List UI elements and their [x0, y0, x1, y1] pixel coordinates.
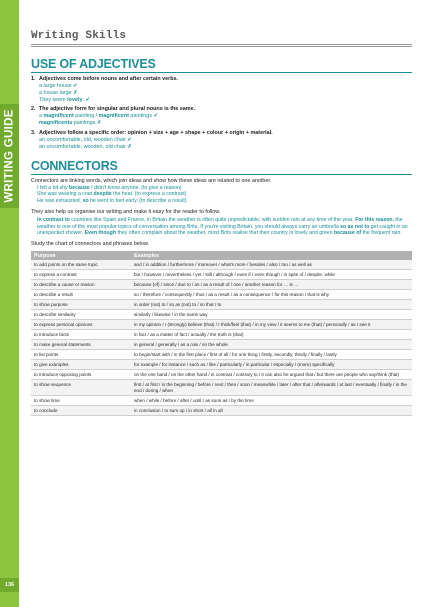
rule-number: 1.	[31, 75, 36, 82]
purpose-cell: to add points on the same topic	[31, 260, 131, 270]
examples-cell: in my opinion / I (strongly) believe (that) / I think/feel (that) / in my view / it seems to me (that) / personally / as I see it	[131, 320, 412, 330]
purpose-cell: to describe similarity	[31, 310, 131, 320]
emphasis: so	[82, 198, 89, 205]
table-row	[31, 290, 412, 300]
table-row	[31, 270, 412, 280]
emphasis: In contrast to	[37, 216, 70, 223]
examples-cell: first / at first / in the beginning / before / next / then / soon / meanwhile / later / after that / afterwards / at last / eventually / finally / in the end / during / when	[131, 380, 412, 396]
emphasis: magnificent	[98, 113, 129, 119]
purpose-cell: to express personal opinions	[31, 320, 131, 330]
column-header-examples: Examples	[131, 251, 412, 260]
page-content	[31, 30, 412, 416]
check-icon: ✔	[73, 82, 78, 89]
rule-text	[39, 130, 273, 137]
connectors-intro-2: They also help us organise our writing and make it easy for the reader to follow.	[31, 208, 221, 215]
purpose-cell: to show time	[31, 396, 131, 406]
side-bar	[0, 0, 19, 607]
example-text: I felt a bit shy	[37, 184, 70, 191]
page-header: Writing Skills	[31, 30, 412, 47]
example	[31, 83, 412, 90]
table-row	[31, 380, 412, 396]
study-instruction: Study the chart of connectors and phrases below.	[31, 241, 150, 248]
example-text: .	[82, 96, 84, 103]
emphasis: because of	[334, 230, 362, 237]
examples-cell: for example / for instance / such as / like / particularly / in particular / especially / (more) specifically	[131, 360, 412, 370]
examples-cell: similarly / likewise / in the same way	[131, 310, 412, 320]
table-header-row	[31, 251, 412, 260]
table-row	[31, 280, 412, 290]
example-text: a	[39, 113, 44, 119]
table-row	[31, 320, 412, 330]
table-row	[31, 340, 412, 350]
connector-example	[31, 198, 412, 205]
passage-text: get caught in an unexpected shower.	[37, 223, 408, 237]
table-row	[31, 310, 412, 320]
emphasis: magnificents	[39, 120, 73, 126]
examples-cell: and / in addition / furthermore / moreover / what's more / besides / also / too / as well as	[131, 260, 412, 270]
examples-cell: on the one hand / on the other hand / in contrast / contrary to / it can also be argued that / but there are people who say/think (that)	[131, 370, 412, 380]
check-icon: ✔	[127, 136, 132, 143]
table-row	[31, 406, 412, 416]
example	[31, 113, 412, 120]
table-row	[31, 370, 412, 380]
check-icon: ✔	[85, 96, 90, 103]
example	[31, 120, 412, 127]
example-text: the heat. (to express a contrast)	[111, 191, 187, 198]
rule-1	[31, 76, 412, 83]
example-text: he went to bed early. (to describe a result)	[88, 198, 187, 205]
check-icon: ✔	[153, 113, 159, 119]
emphasis: For this reason	[355, 216, 393, 223]
example	[31, 137, 412, 144]
rule-text: The adjective form for singular and plural nouns is the same.	[39, 106, 196, 112]
purpose-cell: to show sequence	[31, 380, 131, 396]
passage-text: they often complain about the weather, most Brits realise that their country is lovely and green	[116, 230, 335, 237]
purpose-cell: to make general statements	[31, 340, 131, 350]
purpose-cell: to describe a cause or reason	[31, 280, 131, 290]
rule-2	[31, 106, 412, 113]
examples-cell: in general / generally / as a rule / on the whole	[131, 340, 412, 350]
purpose-cell: to introduce facts	[31, 330, 131, 340]
example-text: painting /	[73, 113, 99, 119]
examples-cell: but / however / nevertheless / yet / still / although / even if / even though / in spite of / despite, while	[131, 270, 412, 280]
examples-cell: so / therefore / consequently / thus / as a result / as a consequence / for this reason / that is why	[131, 290, 412, 300]
examples-cell: in conclusion / to sum up / in short / all in all	[131, 406, 412, 416]
example-text: a large house	[39, 82, 72, 89]
cross-icon: ✗	[127, 143, 132, 150]
page-number: 136	[0, 578, 19, 592]
example-text: She was wearing a coat	[37, 191, 94, 198]
examples-cell: when / while / before / after / until / as soon as / by the time	[131, 396, 412, 406]
emphasis: despite	[93, 191, 112, 198]
adjectives-heading: USE OF ADJECTIVES	[31, 57, 412, 73]
cross-icon: ✗	[96, 120, 102, 126]
cross-icon: ✗	[73, 89, 78, 96]
passage-text: , the weather is one of the most popular topics of conversation among Brits. If you're visiting Britain, you should always carry an umbrella	[37, 216, 403, 230]
example-text: a house large	[39, 89, 72, 96]
emphasis: lovely	[67, 96, 83, 103]
rule-number: 2.	[31, 106, 36, 112]
rule-text-end: .	[271, 129, 273, 136]
rule-text-lead: Adjectives follow a specific order:	[39, 129, 128, 136]
rule-number: 3.	[31, 129, 36, 136]
rule-3	[31, 130, 412, 137]
connectors-intro: Connectors are linking words, which join ideas and show how these ideas are related to one another.	[31, 177, 272, 184]
examples-cell: because (of) / since / due to / as / as a result of / one / another reason for … is …	[131, 280, 412, 290]
connector-example	[31, 191, 412, 198]
purpose-cell: to describe a result	[31, 290, 131, 300]
examples-cell: in order (not) to / so as (not) to / so that / to	[131, 300, 412, 310]
passage-text: the frequent rain.	[361, 230, 402, 237]
emphasis: Even though	[84, 230, 117, 237]
table-row	[31, 350, 412, 360]
connectors-heading: CONNECTORS	[31, 159, 412, 175]
emphasis: so as not to	[340, 223, 370, 230]
rule-formula: opinion + size + age + shape + colour + origin + material	[127, 129, 272, 136]
example-passage	[31, 217, 412, 237]
column-header-purpose: Purpose	[31, 251, 131, 260]
purpose-cell: to conclude	[31, 406, 131, 416]
example-text: paintings	[72, 120, 96, 126]
table-row	[31, 300, 412, 310]
example-text: an uncomfortable, old, wooden chair	[39, 136, 126, 143]
purpose-cell: to show purpose	[31, 300, 131, 310]
table-row	[31, 330, 412, 340]
emphasis: because	[69, 184, 90, 191]
examples-cell: to begin/start with / in the first place / first of all / for one thing / firstly, secondly, thirdly / finally / lastly	[131, 350, 412, 360]
table-row	[31, 260, 412, 270]
purpose-cell: to express a contrast	[31, 270, 131, 280]
rule-text: Adjectives come before nouns and after certain verbs.	[39, 75, 179, 82]
connectors-table	[31, 251, 412, 416]
example-text: I didn't know anyone. (to give a reason)	[89, 184, 182, 191]
purpose-cell: to introduce opposing points	[31, 370, 131, 380]
example	[31, 144, 412, 151]
table-row	[31, 360, 412, 370]
example	[31, 90, 412, 97]
example-text: He was exhausted,	[37, 198, 83, 205]
connector-example	[31, 185, 412, 192]
section-tab-label: WRITING GUIDE	[3, 109, 16, 203]
passage-text: countries like Spain and France, in Britain the weather is often quite unpredictable, with sudden rain at any time of the year.	[69, 216, 356, 223]
examples-cell: in fact / as a matter of fact / actually / the truth is (that)	[131, 330, 412, 340]
table-row	[31, 396, 412, 406]
purpose-cell: to list points	[31, 350, 131, 360]
example	[31, 97, 412, 104]
emphasis: magnificent	[43, 113, 74, 119]
example-text: paintings	[128, 113, 152, 119]
example-text: an uncomfortable, wooden, old chair	[39, 143, 126, 150]
section-tab	[0, 104, 19, 208]
purpose-cell: to give examples	[31, 360, 131, 370]
example-text: They seem	[39, 96, 68, 103]
